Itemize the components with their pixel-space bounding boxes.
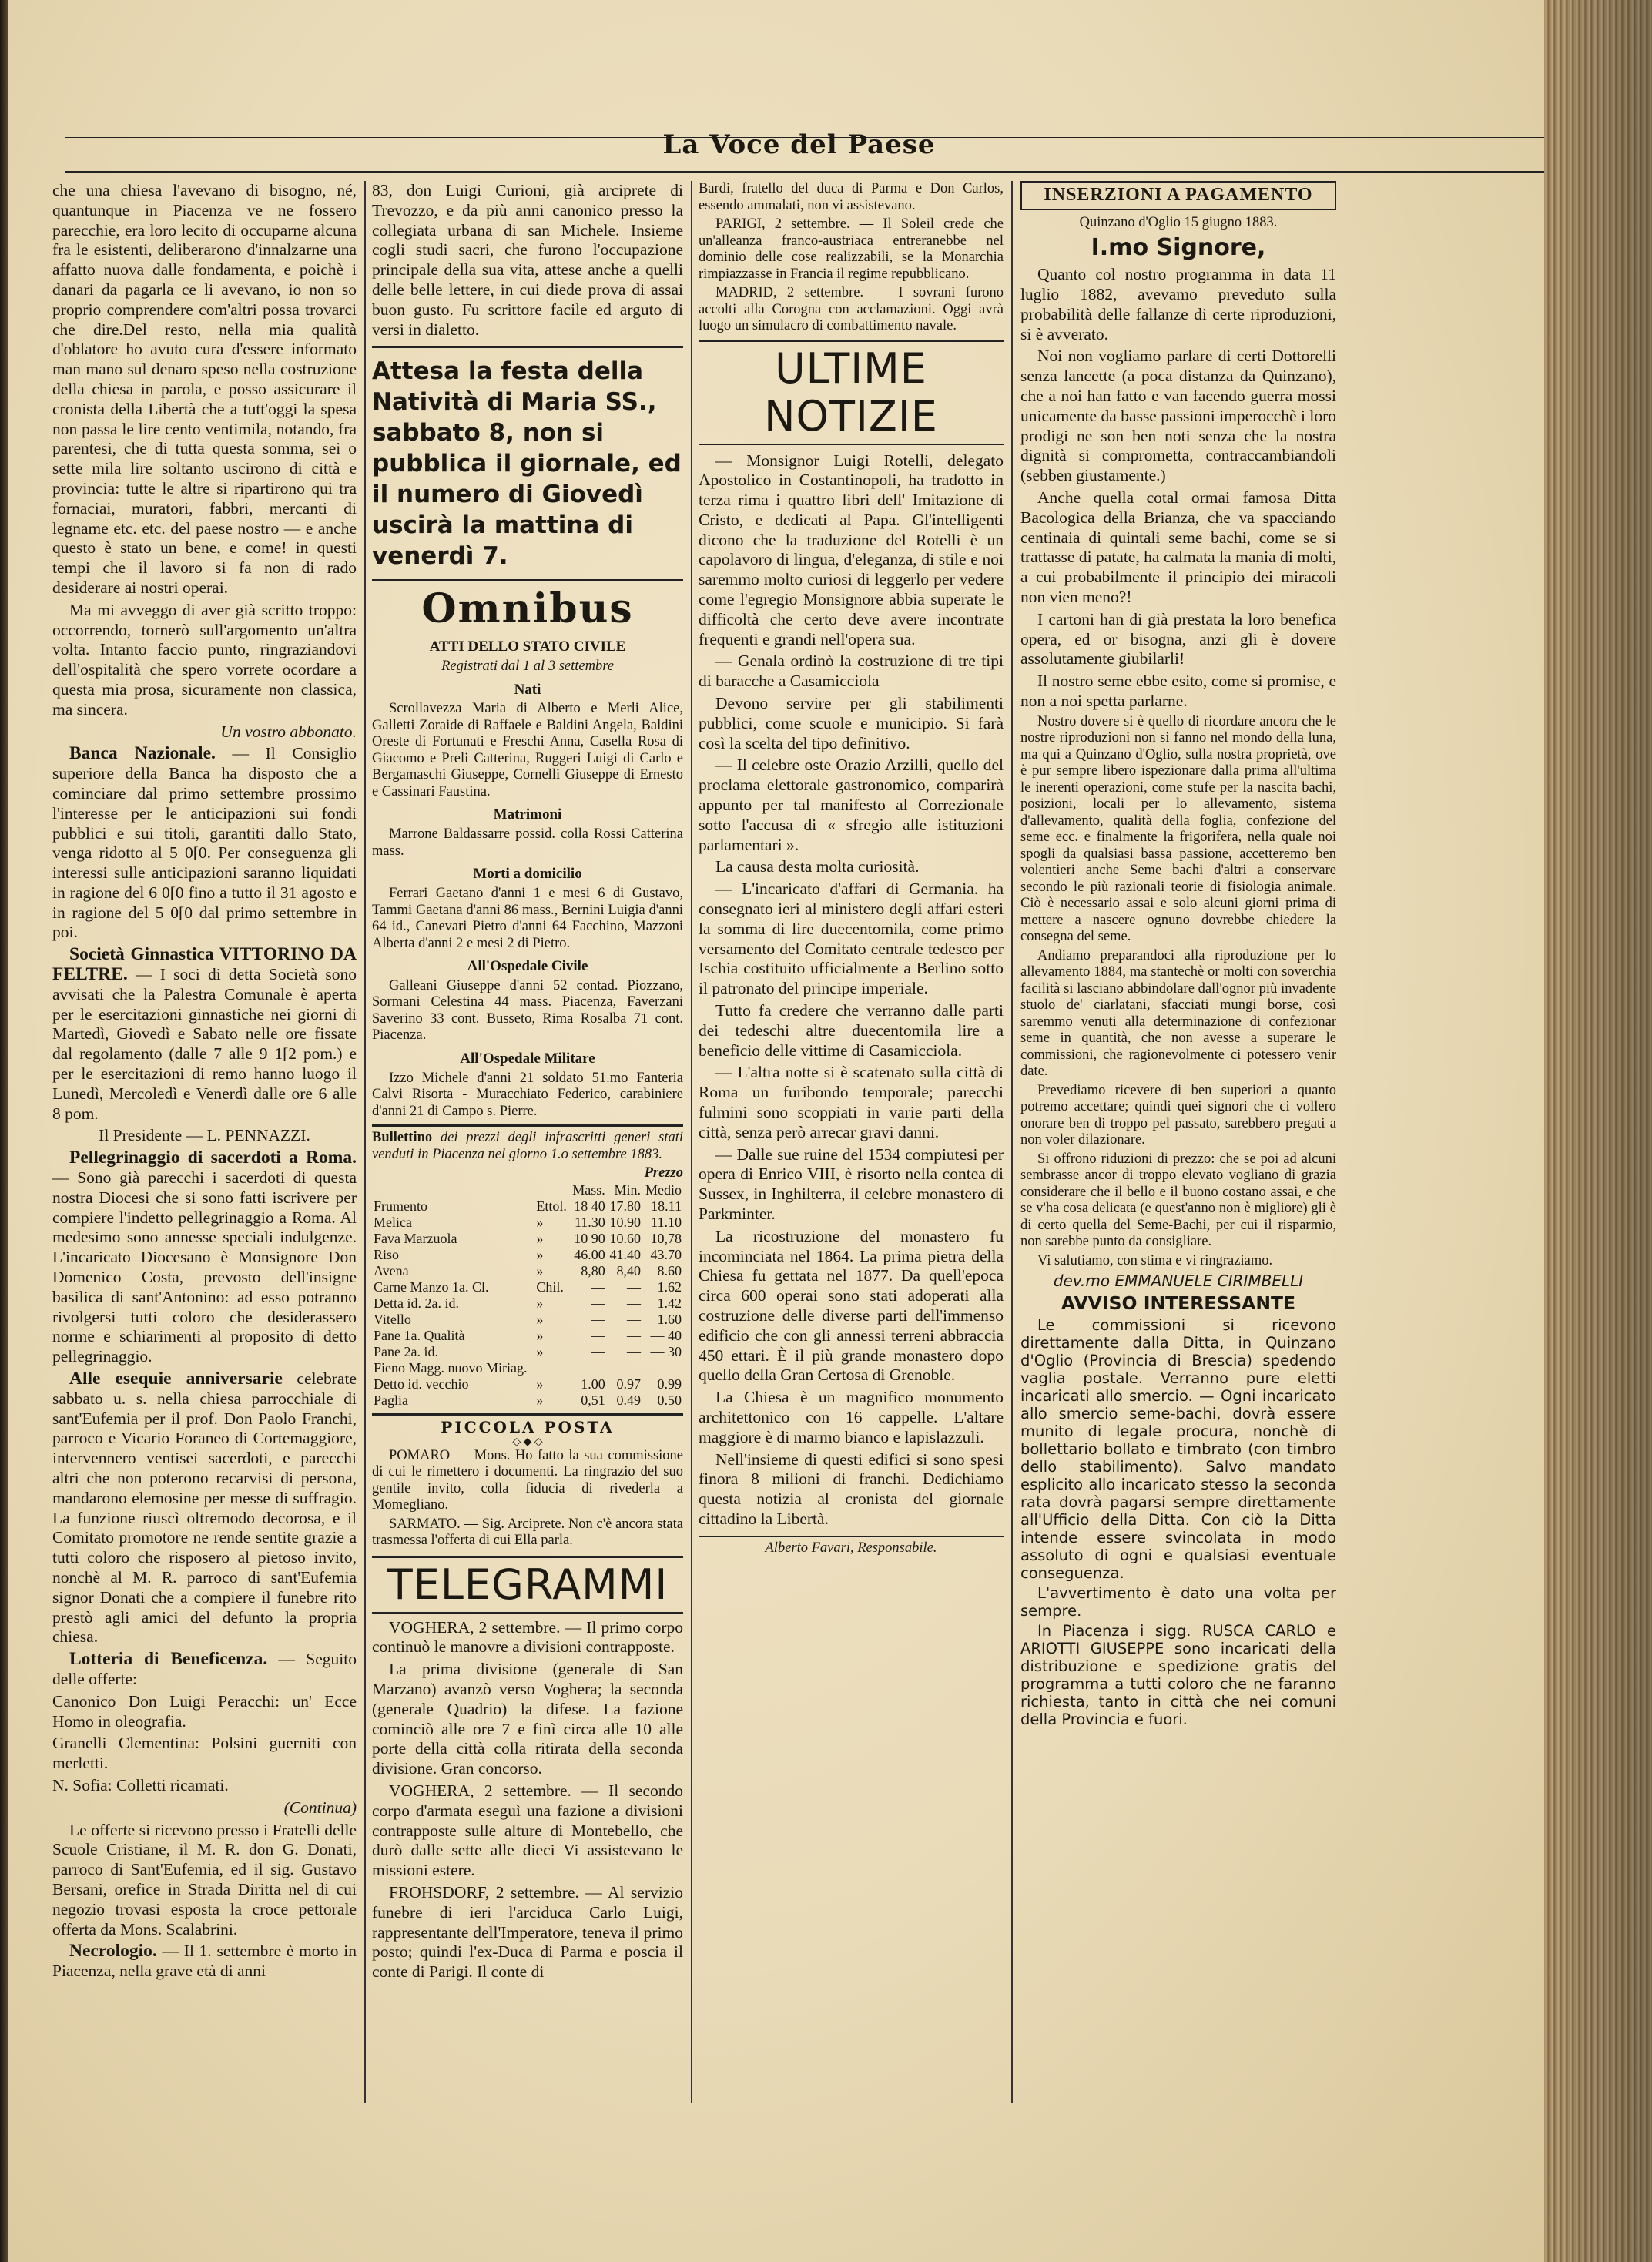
price-cell: Riso xyxy=(374,1246,400,1262)
ginnastica-article xyxy=(52,945,357,1124)
column-1 xyxy=(52,181,357,1984)
ospedale-civile-list: Galleani Giuseppe d'anni 52 contad. Piozzano, Sormani Celestina 44 mass. Piacenza, Faverzani Saverino 33 cont. Busseto, Rima Rosalba 71 cont. Piacenza. xyxy=(372,977,683,1044)
telegram-4: FROHSDORF, 2 settembre. — Al servizio funebre di ieri l'arciduca Carlo Luigi, rappresentante dell'Imperatore, teneva il primo posto; quindi l'ex-Duca di Parma e poscia il conte di Parigi. Il conte di xyxy=(372,1883,683,1982)
price-cell: — xyxy=(591,1311,605,1327)
price-row xyxy=(372,1247,683,1263)
col3-paragraph-2: PARIGI, 2 settembre. — Il Soleil crede che un'alleanza franco-austriaca entreranebbe nel dominio delle cose realizzabili, se la Monarchia rimpiazzasse in Francia il regime repubblicano. xyxy=(699,216,1004,282)
price-cell: » xyxy=(536,1327,544,1343)
price-column-header: Mass. xyxy=(572,1181,605,1198)
price-cell: Pane 2a. id. xyxy=(374,1343,438,1359)
price-cell: 1.62 xyxy=(657,1278,682,1295)
price-column-header: Min. xyxy=(614,1181,641,1198)
inserzioni-box: INSERZIONI A PAGAMENTO xyxy=(1020,181,1336,210)
banca-text: — Il Consiglio superiore della Banca ha disposto che a cominciare dal primo settembre prossimo l'interesse per le anticipazioni sui fondi pubblici e sui titoli, garantiti dallo Stato, venga ridotto al 5 0[0. Per conseguenza gli interessi sulle anticipazioni saranno liquidati in ragione del 6 0[0 fino a tutto il 31 agosto e in ragione del 5 0[0 dal primo settembre in poi. xyxy=(52,744,357,942)
price-row xyxy=(372,1312,683,1328)
letter-p6: Nostro dovere si è quello di ricordare ancora che le nostre riproduzioni non si fanno nel mondo della luna, ma qui a Quinzano d'Oglio, sulla nostra proprietà, ove è pur sempre libero ispezionare dalla prima all'ultima le inerenti operazioni, come stufe per la nascita bachi, posizioni, locali per lo allevamento, sistema d'allevamento, qualità della foglia, confezione del seme ecc. e finalmente la frigorifera, nella quale noi spogli da qualsiasi bassa passione, accetteremo ben volentieri anche Seme bachi d'altri a conservare secondo le più razionali teorie di fisiologia animale. Ciò è necessario assai e solo alcuni giorni prima di mettere a nascere ognuno dovrebbe chiedere la consegna del seme. xyxy=(1020,713,1336,945)
price-cell: 11.30 xyxy=(574,1214,605,1230)
price-cell: 10,78 xyxy=(650,1230,682,1246)
letter-p3: Anche quella cotal ormai famosa Ditta Bacologica della Brianza, che va spacciando centinaia di quintali seme bachi, come se si trattasse di patate, ha calmata la mania di molti, a cui probabilmente il principio dei miracoli non vien meno?! xyxy=(1020,488,1336,607)
price-row xyxy=(372,1392,683,1409)
price-row xyxy=(372,1344,683,1360)
price-cell: 11.10 xyxy=(651,1214,682,1230)
lotteria-item-3: N. Sofia: Colletti ricamati. xyxy=(52,1775,229,1795)
price-cell: 1.42 xyxy=(657,1295,682,1311)
price-cell: Vitello xyxy=(374,1311,411,1327)
price-cell: 0.97 xyxy=(616,1376,641,1392)
continua-note: (Continua) xyxy=(283,1798,357,1817)
letter-date: Quinzano d'Oglio 15 giugno 1883. xyxy=(1079,214,1278,230)
price-cell: Detto id. vecchio xyxy=(374,1376,469,1392)
price-cell: Melica xyxy=(374,1214,412,1230)
offerte-paragraph: Le offerte si ricevono presso i Fratelli delle Scuole Cristiane, il M. R. don G. Donati, parroco di Sant'Eufemia, ed il sig. Gustavo Bersani, orefice in Strada Diritta nel di cui negozio trovasi esposta la croce pettorale offerta da Mons. Scalabrini. xyxy=(52,1820,357,1939)
omnibus-title: Omnibus xyxy=(421,585,634,633)
price-cell: 1.60 xyxy=(657,1311,682,1327)
column-rule-1 xyxy=(364,181,366,2103)
price-cell: 17.80 xyxy=(609,1198,641,1214)
price-cell: » xyxy=(536,1246,544,1262)
ultime-notizie-title: ULTIME NOTIZIE xyxy=(764,343,938,441)
book-binding-left xyxy=(0,0,8,2262)
ospedale-civile-heading: All'Ospedale Civile xyxy=(467,958,588,975)
price-cell: » xyxy=(536,1214,544,1230)
notice-rule-top xyxy=(372,346,683,348)
price-cell: — xyxy=(627,1359,641,1376)
ultime-11: La Chiesa è un magnifico monumento architettonico con 16 cappelle. L'altare maggiore è di marmo bianco e lapislazzuli. xyxy=(699,1388,1004,1446)
price-cell: 10.60 xyxy=(609,1230,641,1246)
price-cell: — xyxy=(668,1359,682,1376)
price-cell: 1.00 xyxy=(581,1376,605,1392)
price-row xyxy=(372,1360,683,1376)
letter-p2: Noi non vogliamo parlare di certi Dottorelli senza lancette (a poca distanza da Quinzano), che a noi han fatto e van facendo guerra mossi unicamente da basse passioni imperocchè i loro prodigi ne son ben noti senza che la nostra dignità si comprometta, contraccambiandoli (sebben giustamente.) xyxy=(1020,347,1336,485)
pellegrinaggio-article xyxy=(52,1148,357,1367)
necrologio-heading: Necrologio. xyxy=(69,1941,157,1962)
avviso-text-3: In Piacenza i sigg. RUSCA CARLO e ARIOTTI GIUSEPPE sono incaricati della distribuzione e spedizione gratis del programma a tutti coloro che ne faranno richiesta, tanto in città che nei comuni della Provincia e fuori. xyxy=(1020,1621,1336,1728)
price-cell: 46.00 xyxy=(574,1246,605,1262)
price-cell: 8,40 xyxy=(616,1262,641,1278)
price-cell: 0.50 xyxy=(657,1392,682,1408)
lotteria-heading: Lotteria di Beneficenza. xyxy=(69,1649,268,1670)
price-cell: — 40 xyxy=(650,1327,682,1343)
price-column-header xyxy=(372,1182,534,1198)
letter-p5: Il nostro seme ebbe esito, come si promise, e non a noi spetta parlarne. xyxy=(1020,672,1336,711)
lotteria-text: — Seguito delle offerte: xyxy=(52,1650,357,1688)
price-cell: Avena xyxy=(374,1262,409,1278)
price-cell: Pane 1a. Qualità xyxy=(374,1327,465,1343)
ultime-10: La ricostruzione del monastero fu incominciata nel 1864. La prima pietra della Chiesa fu gettata nel 1877. Da quell'epoca circa 600 operai sono stati adoperati alla costruzione delle diverse parti dell'immenso edificio che con gli annessi terreni abbraccia 450 ettari. È il più grande monastero dopo quello della Gran Certosa di Grenoble. xyxy=(699,1226,1004,1385)
price-cell: Ettol. xyxy=(536,1198,567,1214)
price-table xyxy=(372,1182,683,1409)
pellegrinaggio-text: — Sono già parecchi i sacerdoti di questa nostra Diocesi che si sono fatti iscrivere per compiere l'indetto pellegrinaggio a Roma. Al medesimo sono annesse speciali indulgenze. L'incaricato Diocesano è Monsignore Don Domenico Costa, prevosto dell'insigne basilica di sant'Antonino: ad esso potranno rivolgersi tutti coloro che desiderassero norme e schiarimenti al proposito di detto pellegrinaggio. xyxy=(52,1168,357,1366)
price-cell: 18.11 xyxy=(651,1198,682,1214)
nati-heading: Nati xyxy=(514,681,541,698)
pomaro-note: POMARO — Mons. Ho fatto la sua commissione di cui le rimettero i documenti. La ringrazio del suo gentile invito, colla fiducia di rivederla a Momegliano. xyxy=(372,1447,683,1513)
price-cell: Detta id. 2a. id. xyxy=(374,1295,459,1311)
telegram-1: VOGHERA, 2 settembre. — Il primo corpo continuò le manovre a divisioni contrapposte. xyxy=(372,1617,683,1657)
price-cell: 0,51 xyxy=(581,1392,605,1408)
price-cell: 8,80 xyxy=(581,1262,605,1278)
president-line: Il Presidente — L. PENNAZZI. xyxy=(99,1126,310,1145)
price-cell: Frumento xyxy=(374,1198,427,1214)
piccola-posta-rule xyxy=(372,1413,683,1416)
price-cell: » xyxy=(536,1295,544,1311)
price-cell: » xyxy=(536,1262,544,1278)
prezzo-label: Prezzo xyxy=(644,1165,683,1181)
col1-signature: Un vostro abbonato. xyxy=(220,722,357,741)
ultime-8: — L'altra notte si è scatenato sulla città di Roma un furibondo temporale; parecchi fulmini sono scoppiati in varie parti della città, senza però arrecar gravi danni. xyxy=(699,1063,1004,1141)
price-cell: Fieno Magg. nuovo Miriag. xyxy=(374,1359,528,1376)
price-cell: Paglia xyxy=(374,1392,408,1408)
letter-p7: Andiamo preparandoci alla riproduzione per lo allevamento 1884, ma stantechè or molti con soverchia facilità si lasciano abbindolare dall'ognor più invadente stuolo de' ciarlatani, sfacciati mungi borse, così saremmo venuti alla determinazione di confezionar seme in quantità, che non avesse a superare le commissioni, che ragionevolmente ci potessero venir date. xyxy=(1020,947,1336,1080)
ultime-4: — Il celebre oste Orazio Arzilli, quello del proclama elettorale gastronomico, comparirà appunto per tal manifesto al Correzionale sotto l'accusa di « sfregio alle istituzioni parlamentari ». xyxy=(699,756,1004,854)
masthead-rule-bottom xyxy=(65,171,1544,173)
price-cell: 43.70 xyxy=(650,1246,682,1262)
ultime-9: — Dalle sue ruine del 1534 compiutesi per opera di Enrico VIII, è risorto nella contea di Sussex, in Inghilterra, il celebre monastero di Parkminter. xyxy=(699,1144,1004,1223)
column-rule-2 xyxy=(691,181,692,2103)
price-cell: — xyxy=(627,1278,641,1295)
ultime-5: La causa desta molta curiosità. xyxy=(715,857,920,876)
price-cell: — xyxy=(591,1278,605,1295)
avviso-text-1: Le commissioni si ricevono direttamente dalla Ditta, in Quinzano d'Oglio (Provincia di Brescia) spedendo vaglia postale. Verranno pure eletti incaricati allo smercio. — Ogni incaricato allo smercio seme-bachi, dovrà essere munito di legale procura, nonchè di bollettario bollato e timbrato (con timbro dello stabilimento). Salvo mandato esplicito allo incaricato stesso la seconda rata dovrà pagarsi sempre direttamente all'Ufficio della Ditta. Con ciò la Ditta intende essere svincolata in modo assoluto di ogni e qualsiasi eventuale conseguenza. xyxy=(1020,1315,1336,1582)
column-4 xyxy=(1020,181,1336,1731)
avviso-text-2: L'avvertimento è dato una volta per sempre. xyxy=(1020,1583,1336,1620)
price-row xyxy=(372,1198,683,1215)
ultime-7: Tutto fa credere che verranno dalle parti dei tedeschi altre duecentomila lire a beneficio delle vittime di Casamicciola. xyxy=(699,1001,1004,1060)
price-cell: — xyxy=(591,1327,605,1343)
price-cell xyxy=(534,1360,569,1376)
ornament-icon: ◇ ◆ ◇ xyxy=(512,1436,543,1448)
price-cell: Chil. xyxy=(536,1278,564,1295)
pellegrinaggio-heading: Pellegrinaggio di sacerdoti a Roma. xyxy=(69,1148,357,1168)
bulletin-rule xyxy=(372,1124,683,1127)
necrologio-text: — Il 1. settembre è morto in Piacenza, nella grave età di anni xyxy=(52,1942,357,1981)
bulletin-text: dei prezzi degli infrascritti generi stati venduti in Piacenza nel giorno 1.o settembre 1883. xyxy=(372,1130,683,1162)
price-cell: 10.90 xyxy=(609,1214,641,1230)
ultime-1: — Monsignor Luigi Rotelli, delegato Apostolico in Costantinopoli, ha tradotto in terza rima i quattro libri dell' Imitazione di Cristo, e dedicati al Papa. Gl'intelligenti dicono che la traduzione del Rotelli è un capolavoro di lingua, d'eleganza, di stile e noi saremmo molto curiosi di leggerlo per vedere come l'egregio Monsignore abbia superate le difficoltà che certo deve avere incontrate frequenti e grandi nell'opera sua. xyxy=(699,451,1004,648)
lotteria-article xyxy=(52,1650,357,1690)
price-cell: — xyxy=(627,1343,641,1359)
ultime-rule-bottom xyxy=(699,444,1004,445)
price-row xyxy=(372,1376,683,1392)
esequie-heading: Alle esequie anniversarie xyxy=(69,1369,283,1389)
price-row xyxy=(372,1215,683,1231)
price-cell: » xyxy=(536,1311,544,1327)
avviso-heading: AVVISO INTERESSANTE xyxy=(1061,1292,1296,1315)
letter-p9: Si offrono riduzioni di prezzo: che se poi ad alcuni sembrasse ancor di troppo elevato vogliano di grazia considerare che il bello e il buono costano assai, e che se v'ha cosa delicata (e quest'anno non è migliore) gli è di certo quella del Seme-Bachi, per cui il risparmio, non sarebbe punto da consigliare. xyxy=(1020,1151,1336,1250)
letter-signature: dev.mo EMMANUELE CIRIMBELLI xyxy=(1053,1272,1304,1291)
morti-heading: Morti a domicilio xyxy=(473,866,582,883)
ginnastica-heading: Società Ginnastica VITTORINO DA FELTRE. xyxy=(52,944,357,985)
price-cell: — xyxy=(591,1295,605,1311)
price-row xyxy=(372,1295,683,1312)
ultime-6: — L'incaricato d'affari di Germania. ha consegnato ieri al ministero degli affari esteri la somma di lire duecentomila, come primo versamento del Comitato centrale tedesco per Ischia costituito ufficialmente a Berlino sotto il patronato del principe imperiale. xyxy=(699,880,1004,998)
price-row xyxy=(372,1279,683,1295)
letter-salutation: I.mo Signore, xyxy=(1091,234,1266,262)
esequie-article xyxy=(52,1369,357,1647)
ultime-rule xyxy=(699,340,1004,342)
ginnastica-text: — I soci di detta Società sono avvisati che la Palestra Comunale è aperta per le esercitazioni ginnastiche nei giorni di Martedì, Giovedì e Sabato nelle ore fissate dal regolamento (dalle 7 alle 9 1[2 pom.) e per le esercitazioni di remo hanno luogo il Lunedì, Mercoledì e Venerdì dalle ore 6 alle 8 pom. xyxy=(52,965,357,1123)
price-cell: 10 90 xyxy=(574,1230,605,1246)
price-row xyxy=(372,1231,683,1247)
necrologio-article xyxy=(52,1942,357,1982)
responsabile-rule xyxy=(699,1536,1004,1537)
matrimoni-list: Marrone Baldassarre possid. colla Rossi Catterina mass. xyxy=(372,826,683,859)
price-cell: — 30 xyxy=(650,1343,682,1359)
col1-paragraph-2: Ma mi avveggo di aver già scritto troppo: occorrendo, tornerò sull'argomento un'altra volta. Intanto faccio punto, ringraziandovi dell'ospitalità che spero vorrete ocordare a questa mia prosa, sicuramente non classica, ma sincera. xyxy=(52,600,357,719)
price-cell: Fava Marzuola xyxy=(374,1230,457,1246)
lotteria-item-2: Granelli Clementina: Polsini guerniti con merletti. xyxy=(52,1734,357,1773)
price-cell: 0.49 xyxy=(616,1392,641,1408)
nati-list: Scrollavezza Maria di Alberto e Merli Alice, Galletti Zoraide di Raffaele e Baldini Angela, Baldini Oreste di Fortunati e Freschi Anna, Casella Rosa di Giacomo e Preli Catterina, Ruggeri Luigi di Carlo e Bergamaschi Giuseppe, Cornelli Giuseppe di Ernesto e Cassinari Faustina. xyxy=(372,701,683,799)
price-cell: — xyxy=(591,1343,605,1359)
book-page-edges xyxy=(1544,0,1652,2262)
price-cell: » xyxy=(536,1230,544,1246)
price-cell: 8.60 xyxy=(657,1262,682,1278)
piccola-posta-heading: PICCOLA POSTA xyxy=(441,1417,615,1436)
letter-p1: Quanto col nostro programma in data 11 luglio 1882, avevamo preveduto sulla probabilità delle fallanze di certe riproduzioni, si è avverato. xyxy=(1020,265,1336,343)
ultime-3: Devono servire per gli stabilimenti pubblici, come scuole e municipio. Si farà così la scelta del tipo definitivo. xyxy=(699,694,1004,752)
price-cell: » xyxy=(536,1343,544,1359)
price-row xyxy=(372,1263,683,1279)
telegram-3: VOGHERA, 2 settembre. — Il secondo corpo d'armata eseguì una fazione a divisioni contrapposte sulle alture di Montebello, che durò dalle sette alle dieci Vi assistevano le missioni estere. xyxy=(372,1781,683,1880)
responsabile-line: Alberto Favari, Responsabile. xyxy=(765,1540,937,1556)
column-3 xyxy=(699,181,1004,1559)
price-column-header xyxy=(534,1182,569,1198)
letter-p8: Prevediamo ricevere di ben superiori a quanto potremo accettare; quindi quei signori che ci vollero onorare ben di troppo pel passato, sarebbero pregati a non voler dilazionare. xyxy=(1020,1082,1336,1148)
price-cell: » xyxy=(536,1376,544,1392)
price-cell: 41.40 xyxy=(609,1246,641,1262)
ultime-12: Nell'insieme di questi edifici si sono spesi finora 8 milioni di franchi. Dedichiamo questa notizia al cronista del giornale cittadino la Libertà. xyxy=(699,1449,1004,1528)
letter-p10: Vi salutiamo, con stima e vi ringraziamo. xyxy=(1037,1252,1273,1268)
column-2 xyxy=(372,181,683,1985)
price-cell: » xyxy=(536,1392,544,1408)
atti-heading: ATTI DELLO STATO CIVILE xyxy=(429,638,626,655)
price-column-header: Medio xyxy=(645,1181,682,1198)
col3-paragraph-3: MADRID, 2 settembre. — I sovrani furono accolti alla Corogna con acclamazioni. Oggi avrà luogo un simulacro di combattimento navale. xyxy=(699,285,1004,333)
banca-heading: Banca Nazionale. xyxy=(69,743,216,764)
price-cell: Carne Manzo 1a. Cl. xyxy=(374,1278,489,1295)
col1-paragraph-1: che una chiesa l'avevano di bisogno, né, quantunque in Piacenza ve ne fossero parecchie, era loro lecito di occuparne alcuna fra le esistenti, deliberarono d'innalzarne una affatto nuova dalle fondamenta, e poichè i danari da pagarla ce li avevano, io non so proprio comprendere com'altri possa trovarci che dire.Del resto, nella mia qualità d'oblatore ho avuto cura d'essere informato man mano sul denaro speso nella costruzione della chiesa in parola, e posso assicurare il cronista della Libertà che a tutt'oggi la spesa non passa le lire cento ventimila, notando, fra parentesi, che di tutta questa somma, sei o sette mila lire soltanto uscirono di città e provincia: tutte le altre si ripartirono qui tra fornaciai, muratori, fabbri, mercanti di legname etc. etc. del paese nostro — e anche questo è stato un bene, e come! in questi tempi che il lavoro si fa non di rado desiderare ai nostri operai. xyxy=(52,181,357,597)
price-cell: — xyxy=(627,1295,641,1311)
newspaper-page xyxy=(8,0,1544,2262)
ospedale-militare-heading: All'Ospedale Militare xyxy=(460,1050,595,1067)
price-cell: — xyxy=(591,1359,605,1376)
matrimoni-heading: Matrimoni xyxy=(493,806,562,823)
holiday-notice: Attesa la festa della Natività di Maria SS., sabbato 8, non si pubblica il giornale, ed il numero di Giovedì uscirà la mattina di venerdì 7. xyxy=(372,357,682,571)
column-rule-3 xyxy=(1011,181,1013,2103)
bulletin-heading: Bullettino xyxy=(372,1130,433,1146)
lotteria-item-1: Canonico Don Luigi Peracchi: un' Ecce Homo in oleografia. xyxy=(52,1691,357,1731)
price-row xyxy=(372,1328,683,1344)
col2-paragraph-1: 83, don Luigi Curioni, già arciprete di Trevozzo, e da più anni canonico presso la collegiata urbana di san Michele. Insieme cogli studi sacri, che furono l'occupazione principale della sua vita, attese anche a quelli delle belle lettere, in cui diede prova di assai buon gusto. Fu scrittore facile ed arguto di versi in dialetto. xyxy=(372,181,683,339)
ultime-2: — Genala ordinò la costruzione di tre tipi di baracche a Casamicciola xyxy=(699,652,1004,691)
morti-list: Ferrari Gaetano d'anni 1 e mesi 6 di Gustavo, Tammi Gaetana d'anni 86 mass., Bernini Luigia d'anni 64 id., Canevari Pietro d'anni 64 Facchino, Mazzoni Alberta d'anni 2 e mesi 2 di Pietro. xyxy=(372,886,683,951)
bulletin-intro xyxy=(372,1130,683,1163)
price-cell: 0.99 xyxy=(657,1376,682,1392)
notice-rule-bottom xyxy=(372,579,683,581)
telegrammi-title: TELEGRAMMI xyxy=(387,1560,669,1609)
telegram-2: La prima divisione (generale di San Marzano) avanzò verso Voghera; la seconda (generale Quadrio) la difese. La fazione cominciò alle ore 7 e finì circa alle 10 alle porte della città colla ritirata della seconda divisione. Gran concorso. xyxy=(372,1660,683,1778)
sarmato-note: SARMATO. — Sig. Arciprete. Non c'è ancora stata trasmessa l'offerta di cui Ella parla. xyxy=(372,1516,683,1549)
telegrammi-rule xyxy=(372,1556,683,1558)
masthead-title: La Voce del Paese xyxy=(662,129,936,160)
price-cell: — xyxy=(627,1311,641,1327)
telegrammi-rule-bottom xyxy=(372,1612,683,1614)
ospedale-militare-list: Izzo Michele d'anni 21 soldato 51.mo Fanteria Calvi Risorta - Muracchiato Federico, carabiniere d'anni 21 di Campo s. Pierre. xyxy=(372,1070,683,1119)
price-cell: 18 40 xyxy=(574,1198,605,1214)
price-table-header xyxy=(372,1182,683,1198)
banca-article xyxy=(52,744,357,943)
letter-p4: I cartoni han di già prestata la loro benefica opera, ed or bisogna, anzi gli è dovere assolutamente giubilarli! xyxy=(1020,609,1336,669)
col3-paragraph-1: Bardi, fratello del duca di Parma e Don Carlos, essendo ammalati, non vi assistevano. xyxy=(699,181,1004,213)
esequie-text: celebrate sabbato u. s. nella chiesa parrocchiale di sant'Eufemia per il prof. Don Paolo Franchi, parroco e Vicario Foraneo di Cortemaggiore, intervennero ventisei sacerdoti, e parecchi altri che non poterono recarvisi di persona, mandarono elemosine per messe di suffragio. La funzione riuscì oltremodo decorosa, e il Comitato promotore ne rende sentite grazie a tutti coloro che risposero al pietoso invito, nonchè al M. R. parroco di sant'Eufemia signor Donati che a compiere il funebre rito prestò agli amici del defunto la propria chiesa. xyxy=(52,1369,357,1647)
price-cell: — xyxy=(627,1327,641,1343)
atti-subtitle: Registrati dal 1 al 3 settembre xyxy=(441,658,614,675)
